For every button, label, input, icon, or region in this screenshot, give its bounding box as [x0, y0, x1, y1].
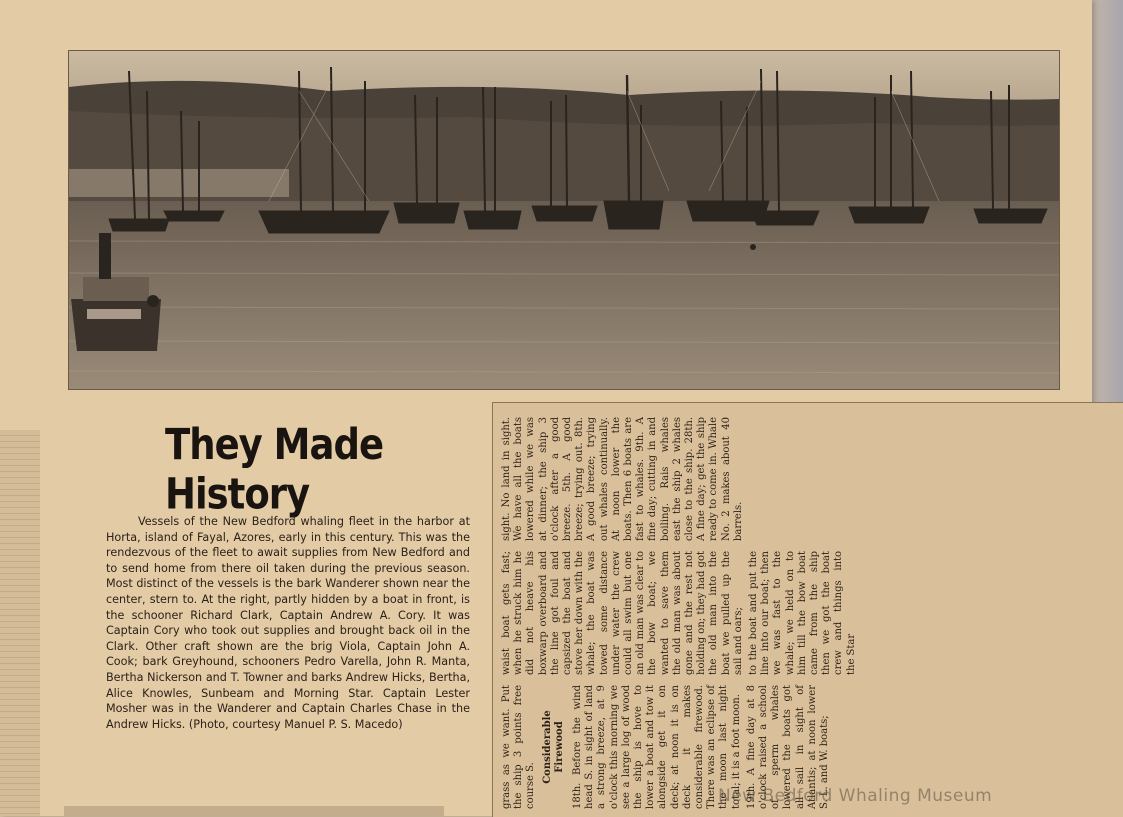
- journal-paragraph: 19th. A fine day at 8 o'clock raised a school of sperm whales lowered the boats got all sail in sight of Atlantis; at noon lower S. L. and W. boats;: [745, 685, 831, 809]
- journal-text-rotated: [493, 403, 1123, 817]
- museum-watermark: New Bedford Whaling Museum: [718, 786, 993, 806]
- journal-paragraph: grass as we want. Put the ship 3 points free course S.: [501, 685, 537, 809]
- journal-paragraph: 18th. Before the wind head S. in sight of land a strong breeze, at 9 o'clock this morning we see a large log of wood the ship is hove to lower a boat and tow it alongside get it on deck; at noon it is on deck it makes considerable firewood. There was an eclipse of the moon last night total; it is a foot moon.: [572, 685, 742, 809]
- journal-column-2: [501, 551, 861, 675]
- journal-column-3: [501, 417, 748, 541]
- journal-paragraph: waist boat gets fast; when he struck him he did not heave his boxwarp overboard and the line got foul and capsized the boat and stove her down with the whale; the boat was towed some distance under water the crew could all swim but one an old man was clear to the bow boat; we wanted to save them the old man was about gone and the rest not holding on; they had got the old man into the boat we pulled up the sail and oars;: [501, 551, 744, 675]
- paper-fold: [64, 806, 444, 816]
- journal-paragraph: to the boat and put the line into our boat; then we was fast to the whale; we held on to him till the bow boat came from the ship then we got the boat crew and things into the Star: [748, 551, 857, 675]
- harbor-photograph: [68, 50, 1060, 390]
- underlying-page-edge: [0, 430, 40, 816]
- journal-heading: Considerable Firewood: [541, 710, 565, 784]
- article-title: They Made History: [165, 420, 384, 519]
- photo-caption: Vessels of the New Bedford whaling fleet in the harbor at Horta, island of Fayal, Azores, early in this century. This was the rendezvous of the fleet to await supplies from New Bedford and to send home from there oil taken during the previous season. Most distinct of the vessels is the bark Wanderer shown near the center, stern to. At the right, partly hidden by a boat in front, is the schooner Richard Clark, Captain Andrew A. Cory. It was Captain Cory who took out supplies and brought back oil in the Clark. Other craft shown are the brig Viola, Captain John A. Cook; bark Greyhound, schooners Pedro Varella, John R. Manta, Bertha Nickerson and T. Towner and barks Andrew Hicks, Bertha, Alice Knowles, Sunbeam and Morning Star. Captain Lester Mosher was in the Wanderer and Captain Charles Chase in the Andrew Hicks. (Photo, courtesy Manuel P. S. Macedo): [106, 515, 470, 731]
- journal-clipping: [492, 402, 1123, 817]
- journal-paragraph: sight. No land in sight. We have all the boats lowered while we was at dinner; the ship 3 o'clock after a good breeze. 5th. A good breeze; trying out. 8th. A good breeze; trying out whales continually. At noon lower the boats. Then 6 boats are fast to whales. 9th. A fine day; cutting in and boiling. Rais whales east the ship 2 whales close to the ship. 28th. A fine day; get the ship ready to come in. Whale No. 2 makes about 40 barrels.: [501, 417, 744, 541]
